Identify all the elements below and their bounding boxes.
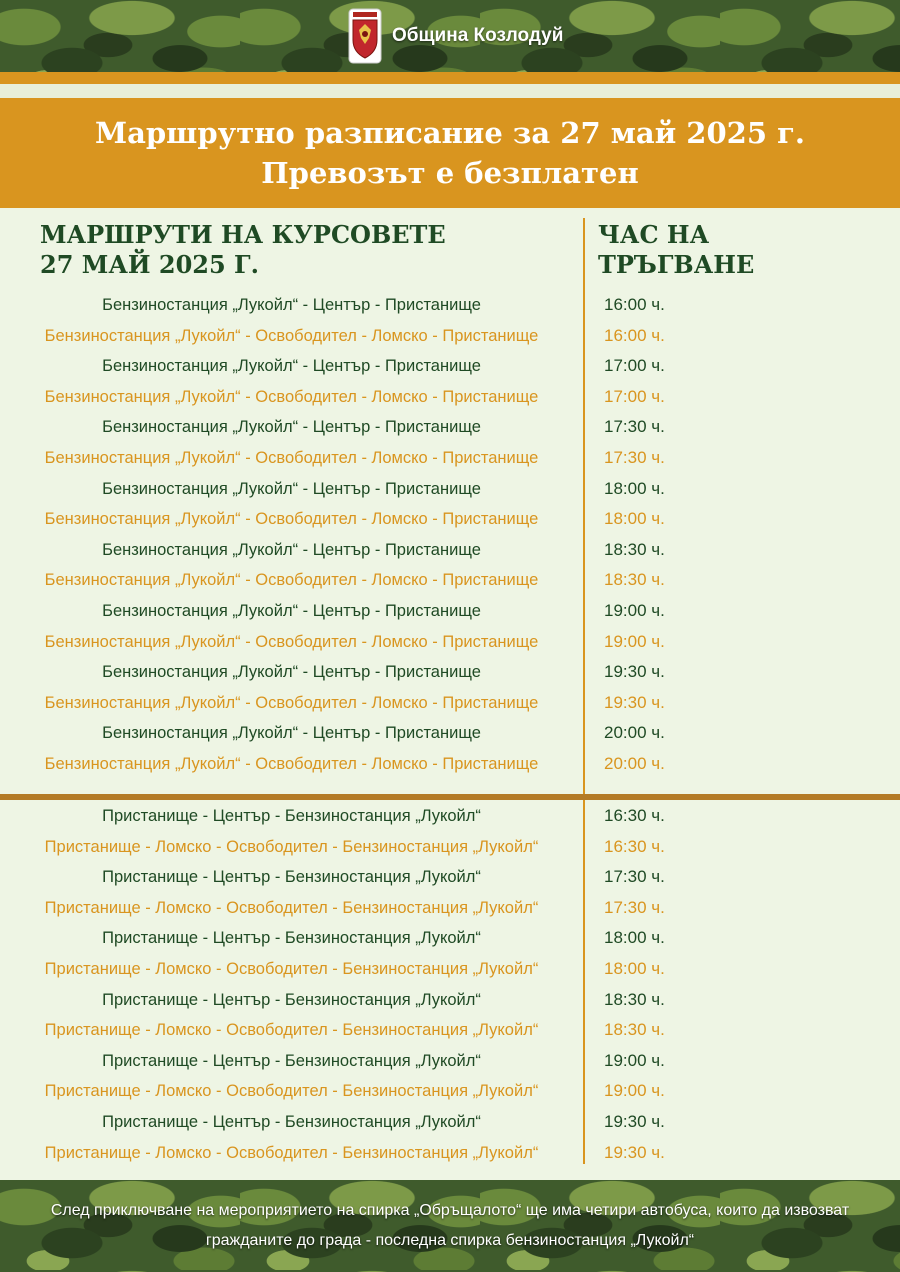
logo-group — [348, 8, 563, 64]
route-name: Бензиностанция „Лукойл“ - Освободител - Ломско - Пристанище — [44, 632, 539, 651]
route-name: Бензиностанция „Лукойл“ - Освободител - Ломско - Пристанище — [44, 326, 539, 345]
footer-banner — [0, 1180, 900, 1272]
schedule-row — [0, 351, 900, 381]
schedule-row — [0, 657, 900, 687]
schedule-row — [0, 412, 900, 442]
departure-time: 16:30 ч. — [604, 836, 665, 856]
departure-time: 16:00 ч. — [604, 295, 665, 314]
schedule-row — [0, 1138, 900, 1168]
schedule-row — [0, 1107, 900, 1137]
departure-time: 17:00 ч. — [604, 356, 665, 376]
departure-time: 19:30 ч. — [604, 1112, 665, 1131]
section-divider — [0, 794, 900, 800]
page-title: Маршрутно разписание за 27 май 2025 г. — [95, 116, 805, 150]
route-name: Бензиностанция „Лукойл“ - Освободител - Ломско - Пристанище — [44, 510, 539, 529]
departure-time: 19:30 ч. — [604, 662, 665, 682]
schedule-row — [0, 832, 900, 862]
route-name: Пристанище - Център - Бензиностанция „Лукойл“ — [102, 929, 481, 948]
route-name: Пристанище - Център - Бензиностанция „Лукойл“ — [102, 990, 481, 1009]
route-name: Пристанище - Ломско - Освободител - Бензиностанция „Лукойл“ — [44, 960, 539, 978]
routes-column-heading — [40, 220, 570, 280]
route-name: Бензиностанция „Лукойл“ - Център - Пристанище — [102, 357, 481, 376]
schedule-row — [0, 596, 900, 626]
route-name: Бензиностанция „Лукойл“ - Освободител - Ломско - Пристанище — [44, 449, 539, 467]
routes-heading-line1: МАРШРУТИ НА КУРСОВЕТЕ — [40, 220, 446, 249]
route-name: Бензиностанция „Лукойл“ - Център - Пристанище — [102, 602, 481, 620]
route-name: Бензиностанция „Лукойл“ - Център - Пристанище — [102, 418, 481, 437]
departure-time: 17:30 ч. — [604, 417, 665, 437]
route-name: Пристанище - Ломско - Освободител - Бензиностанция „Лукойл“ — [44, 898, 539, 917]
schedule-row — [0, 321, 900, 351]
departure-time: 20:00 ч. — [604, 723, 665, 743]
schedule-row — [0, 749, 900, 779]
departure-time: 18:30 ч. — [604, 989, 665, 1009]
departure-time: 17:30 ч. — [604, 897, 665, 917]
departure-time: 19:00 ч. — [604, 1081, 665, 1101]
header-banner — [0, 0, 900, 72]
time-column-heading — [598, 220, 798, 280]
route-name: Бензиностанция „Лукойл“ - Освободител - Ломско - Пристанище — [44, 693, 539, 712]
schedule-row — [0, 504, 900, 534]
page-subtitle: Превозът е безплатен — [261, 156, 639, 190]
route-name: Пристанище - Център - Бензиностанция „Лукойл“ — [102, 868, 481, 887]
route-name: Пристанище - Ломско - Освободител - Бензиностанция „Лукойл“ — [44, 837, 539, 856]
routes-heading-line2: 27 МАЙ 2025 Г. — [40, 250, 259, 279]
departure-time: 17:30 ч. — [604, 867, 665, 887]
departure-time: 18:30 ч. — [604, 570, 665, 590]
departure-time: 19:30 ч. — [604, 1142, 665, 1162]
schedule-row — [0, 1046, 900, 1076]
schedule-row — [0, 382, 900, 412]
route-name: Пристанище - Център - Бензиностанция „Лукойл“ — [102, 807, 481, 825]
route-name: Пристанище - Ломско - Освободител - Бензиностанция „Лукойл“ — [44, 1021, 539, 1040]
departure-time: 19:00 ч. — [604, 631, 665, 651]
schedule-row — [0, 474, 900, 504]
schedule-row — [0, 1015, 900, 1045]
schedule-row — [0, 290, 900, 320]
route-name: Бензиностанция „Лукойл“ - Освободител - Ломско - Пристанище — [44, 755, 539, 773]
departure-time: 18:00 ч. — [604, 928, 665, 948]
org-name: Община Козлодуй — [392, 25, 564, 46]
departure-time: 16:30 ч. — [604, 806, 665, 825]
route-name: Бензиностанция „Лукойл“ - Център - Пристанище — [102, 479, 481, 498]
schedule-row — [0, 565, 900, 595]
schedule-row — [0, 954, 900, 984]
title-band — [0, 98, 900, 208]
schedule-row — [0, 627, 900, 657]
header-spacer — [0, 84, 900, 98]
header-accent-stripe — [0, 72, 900, 84]
schedule-row — [0, 985, 900, 1015]
schedule-row — [0, 1076, 900, 1106]
schedule-row — [0, 535, 900, 565]
schedule-row — [0, 862, 900, 892]
departure-time: 18:00 ч. — [604, 478, 665, 498]
departure-time: 18:00 ч. — [604, 959, 665, 978]
departure-time: 18:00 ч. — [604, 509, 665, 529]
departure-time: 17:30 ч. — [604, 448, 665, 467]
departure-time: 18:30 ч. — [604, 539, 665, 559]
route-name: Бензиностанция „Лукойл“ - Освободител - Ломско - Пристанище — [44, 387, 539, 406]
route-name: Пристанище - Център - Бензиностанция „Лукойл“ — [102, 1113, 481, 1131]
schedule-row — [0, 801, 900, 831]
route-name: Бензиностанция „Лукойл“ - Център - Пристанище — [102, 540, 481, 559]
route-name: Бензиностанция „Лукойл“ - Център - Пристанище — [102, 724, 481, 743]
departure-time: 19:30 ч. — [604, 692, 665, 712]
schedule-row — [0, 688, 900, 718]
schedule-row — [0, 923, 900, 953]
schedule-row — [0, 893, 900, 923]
departure-time: 19:00 ч. — [604, 601, 665, 620]
time-heading-line1: ЧАС НА — [598, 220, 710, 249]
departure-time: 19:00 ч. — [604, 1050, 665, 1070]
route-name: Бензиностанция „Лукойл“ - Освободител - Ломско - Пристанище — [44, 571, 539, 590]
coat-of-arms-icon — [348, 8, 382, 64]
route-name: Пристанище - Ломско - Освободител - Бензиностанция „Лукойл“ — [44, 1082, 539, 1101]
route-name: Бензиностанция „Лукойл“ - Център - Пристанище — [102, 296, 481, 314]
departure-time: 20:00 ч. — [604, 754, 665, 773]
schedule-row — [0, 718, 900, 748]
route-name: Бензиностанция „Лукойл“ - Център - Пристанище — [102, 663, 481, 682]
departure-time: 17:00 ч. — [604, 386, 665, 406]
footer-note: След приключване на мероприятието на спирка „Обръщалото“ ще има четири автобуса, които да извозват гражданите до града - последна спирка бензиностанция „Лукойл“ — [50, 1202, 850, 1249]
departure-time: 18:30 ч. — [604, 1020, 665, 1040]
schedule-row — [0, 443, 900, 473]
departure-time: 16:00 ч. — [604, 325, 665, 345]
route-name: Пристанище - Център - Бензиностанция „Лукойл“ — [102, 1051, 481, 1070]
route-name: Пристанище - Ломско - Освободител - Бензиностанция „Лукойл“ — [44, 1143, 539, 1162]
time-heading-line2: ТРЪГВАНЕ — [598, 250, 755, 279]
